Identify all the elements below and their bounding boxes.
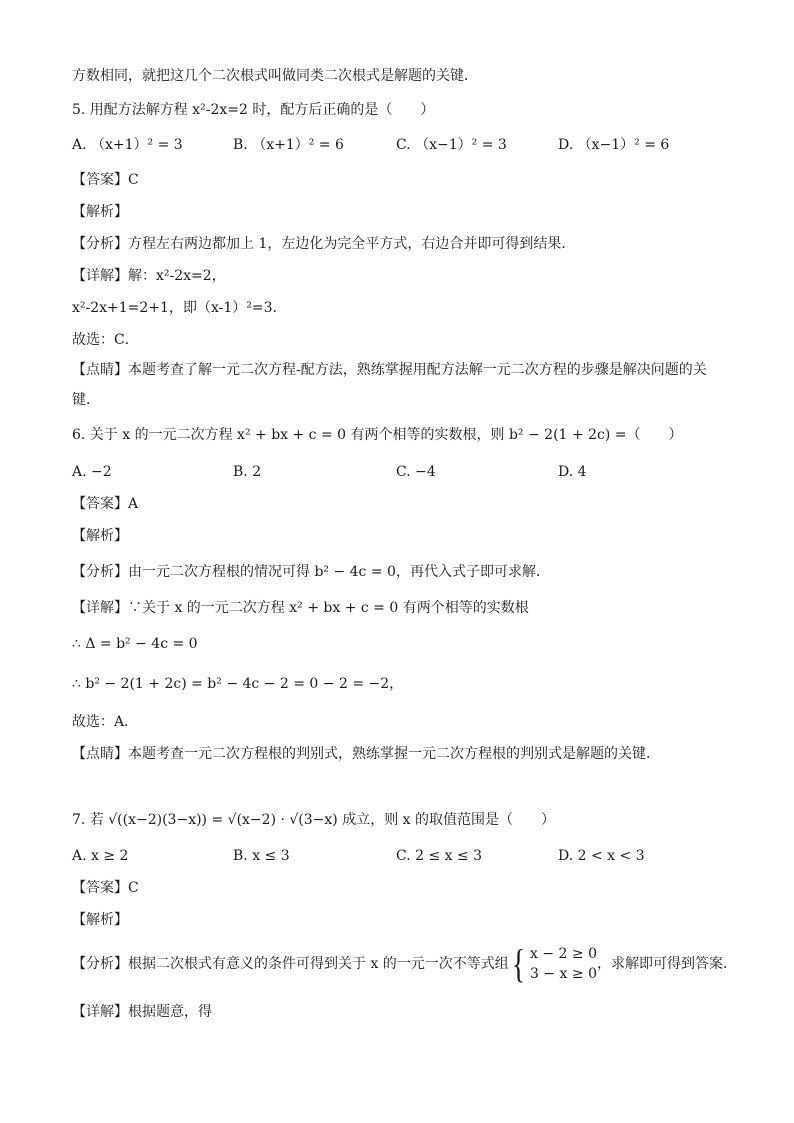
q5-step1: x²-2x+1=2+1，即（x-1）²=3． <box>72 300 287 316</box>
q6-jiexi: 【解析】 <box>72 528 128 544</box>
q6-xiangjie: 【详解】∵关于 x 的一元二次方程 x² + bx + c = 0 有两个相等的实数根 <box>72 600 529 616</box>
q6-question: 6. 关于 x 的一元二次方程 x² + bx + c = 0 有两个相等的实数根，则 b² − 2(1 + 2c) =（ ） <box>72 427 683 443</box>
q7-fenxi-pre: 【分析】根据二次根式有意义的条件可得到关于 x 的一元一次不等式组 <box>72 956 509 972</box>
inequality-1: x − 2 ≥ 0 <box>530 946 597 962</box>
q7-fenxi <box>72 942 737 986</box>
q7-option-a: A. x ≥ 2 <box>72 848 129 864</box>
q6-option-a: A. −2 <box>72 464 112 480</box>
q6-answer: 【答案】A <box>72 496 139 512</box>
q6-option-c: C. −4 <box>396 464 436 480</box>
inequality-2: 3 − x ≥ 0 <box>530 966 597 982</box>
q5-option-d: D. （x−1）² = 6 <box>558 137 670 153</box>
intro-tail-text: 方数相同，就把这几个二次根式叫做同类二次根式是解题的关键． <box>72 68 478 84</box>
q7-answer: 【答案】C <box>72 880 139 896</box>
q7-option-b: B. x ≤ 3 <box>233 848 290 864</box>
q6-choose: 故选：A． <box>72 714 139 730</box>
q6-option-b: B. 2 <box>233 464 262 480</box>
q5-option-a: A. （x+1）² = 3 <box>72 137 183 153</box>
q7-xiangjie: 【详解】根据题意，得 <box>72 1004 212 1020</box>
q7-fenxi-post: ，求解即可得到答案． <box>596 956 737 972</box>
q5-fenxi: 【分析】方程左右两边都加上 1，左边化为完全平方式，右边合并即可得到结果． <box>72 236 576 252</box>
q5-option-b: B. （x+1）² = 6 <box>233 137 344 153</box>
q7-option-d: D. 2 < x < 3 <box>558 848 645 864</box>
q5-jiexi: 【解析】 <box>72 204 128 220</box>
q7-question: 7. 若 √((x−2)(3−x)) = √(x−2) · √(3−x) 成立，则 x 的取值范围是（ ） <box>72 812 555 828</box>
q6-dianjing: 【点睛】本题考查一元二次方程根的判别式，熟练掌握一元二次方程根的判别式是解题的关键． <box>72 746 660 762</box>
q7-jiexi: 【解析】 <box>72 912 128 928</box>
q5-choose: 故选：C． <box>72 332 139 348</box>
q6-step1: ∴ Δ = b² − 4c = 0 <box>72 636 198 652</box>
q6-fenxi: 【分析】由一元二次方程根的情况可得 b² − 4c = 0，再代入式子即可求解． <box>72 564 550 580</box>
q7-option-c: C. 2 ≤ x ≤ 3 <box>396 848 483 864</box>
inequality-system-lines <box>530 944 597 984</box>
q5-dianjing-line2: 键． <box>72 392 100 408</box>
q6-step2: ∴ b² − 2(1 + 2c) = b² − 4c − 2 = 0 − 2 = −2， <box>72 676 404 692</box>
q5-answer: 【答案】C <box>72 172 139 188</box>
q5-option-c: C. （x−1）² = 3 <box>396 137 507 153</box>
left-brace-icon: { <box>511 941 526 986</box>
inequality-system <box>509 941 597 986</box>
q5-xiangjie: 【详解】解：x²-2x=2， <box>72 268 226 284</box>
q5-question: 5. 用配方法解方程 x²-2x=2 时，配方后正确的是（ ） <box>72 102 435 118</box>
q5-dianjing-line1: 【点睛】本题考查了解一元二次方程-配方法，熟练掌握用配方法解一元二次方程的步骤是解决问题的关 <box>72 362 707 378</box>
q6-option-d: D. 4 <box>558 464 587 480</box>
